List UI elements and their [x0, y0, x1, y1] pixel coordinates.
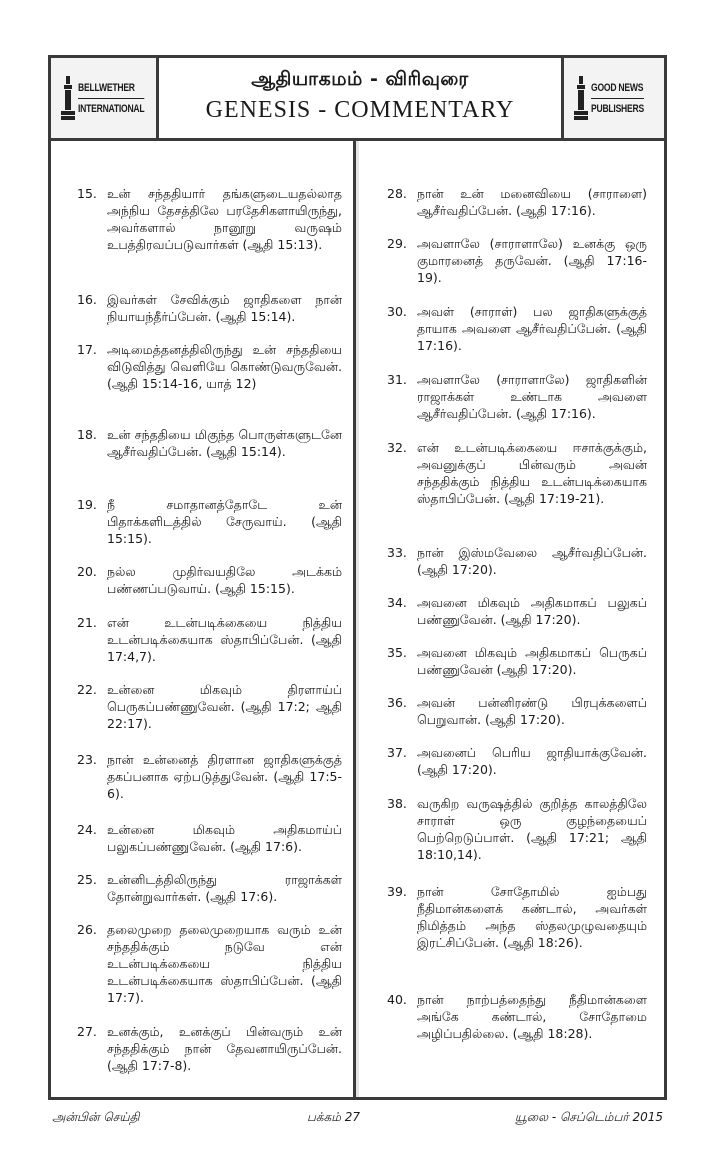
- footer-page-number: பக்கம் 27: [307, 1110, 361, 1124]
- title-english: GENESIS - COMMENTARY: [205, 97, 515, 123]
- good-news-logo-icon: [574, 76, 588, 120]
- item-text: உன்னை மிகவும் அதிகமாய்ப் பலுகப்பண்ணுவேன். (ஆதி 17:6).: [107, 822, 342, 854]
- item-number: 29.: [387, 236, 407, 251]
- bellwether-logo: [51, 58, 159, 138]
- list-item: [387, 991, 647, 1042]
- item-text: நான் இஸ்மவேலை ஆசீர்வதிப்பேன். (ஆதி 17:20).: [417, 545, 647, 577]
- page-frame: [48, 55, 667, 1100]
- item-number: 30.: [387, 304, 407, 319]
- item-text: உனக்கும், உனக்குப் பின்வரும் உன் சந்ததிக்கும் நான் தேவனாயிருப்பேன். (ஆதி 17:7-8).: [107, 1024, 342, 1073]
- list-item: [387, 371, 647, 422]
- item-number: 20.: [77, 564, 97, 579]
- item-number: 19.: [77, 497, 97, 512]
- item-number: 18.: [77, 427, 97, 442]
- item-number: 24.: [77, 822, 97, 837]
- item-text: உன்னிடத்திலிருந்து ராஜாக்கள் தோன்றுவார்கள். (ஆதி 17:6).: [107, 872, 342, 904]
- item-text: உன் சந்ததியார் தங்களுடையதல்லாத அந்நிய தேசத்திலே பரதேசிகளாயிருந்து, அவர்களால் நானூறு வருஷம் உபத்திரவப்படுவார்கள் (ஆதி 15:13).: [107, 186, 342, 252]
- list-item: [77, 291, 342, 325]
- item-text: அவளாலே (சாராளாலே) உனக்கு ஒரு குமாரனைத் தருவேன். (ஆதி 17:16-19).: [417, 236, 647, 285]
- good-news-logo: [561, 58, 664, 138]
- item-text: இவர்கள் சேவிக்கும் ஜாதிகளை நான் நியாயந்தீர்ப்பேன். (ஆதி 15:14).: [107, 292, 342, 324]
- list-item: [387, 795, 647, 863]
- item-number: 17.: [77, 342, 97, 357]
- left-column: [51, 141, 356, 1097]
- item-number: 33.: [387, 545, 407, 560]
- list-item: [77, 614, 342, 665]
- right-column: [359, 141, 664, 1097]
- item-number: 37.: [387, 745, 407, 760]
- item-text: நான் உன்னைத் திரளான ஜாதிகளுக்குத் தகப்பனாக ஏற்படுத்துவேன். (ஆதி 17:5-6).: [107, 752, 342, 801]
- logo-left-line2: INTERNATIONAL: [78, 98, 144, 119]
- item-number: 27.: [77, 1024, 97, 1039]
- item-text: நல்ல முதிர்வயதிலே அடக்கம் பண்ணப்படுவாய். (ஆதி 15:15).: [107, 564, 342, 596]
- list-item: [387, 544, 647, 578]
- item-number: 35.: [387, 645, 407, 660]
- title-tamil: ஆதியாகமம் - விரிவுரை: [251, 68, 469, 90]
- item-text: அவன் பன்னிரண்டு பிரபுக்களைப் பெறுவான். (ஆதி 17:20).: [417, 695, 647, 727]
- list-item: [387, 303, 647, 354]
- item-number: 38.: [387, 796, 407, 811]
- footer-issue-date: யூலை - செப்டெம்பர் 2015: [514, 1110, 663, 1124]
- header: [51, 58, 664, 141]
- list-item: [77, 921, 342, 1006]
- item-number: 23.: [77, 752, 97, 767]
- logo-left-line1: BELLWETHER: [78, 82, 135, 94]
- content-body: [51, 141, 664, 1097]
- footer-publication: அன்பின் செய்தி: [52, 1110, 140, 1124]
- logo-right-line1: GOOD NEWS: [591, 82, 644, 94]
- item-number: 39.: [387, 884, 407, 899]
- item-number: 34.: [387, 595, 407, 610]
- item-text: அவனை மிகவும் அதிகமாகப் பலுகப் பண்ணுவேன். (ஆதி 17:20).: [417, 595, 647, 627]
- item-number: 25.: [77, 872, 97, 887]
- item-number: 32.: [387, 440, 407, 455]
- item-text: அவனைப் பெரிய ஜாதியாக்குவேன். (ஆதி 17:20).: [417, 745, 647, 777]
- list-item: [387, 694, 647, 728]
- item-number: 26.: [77, 922, 97, 937]
- list-item: [387, 235, 647, 286]
- item-text: என் உடன்படிக்கையை நித்திய உடன்படிக்கையாக ஸ்தாபிப்பேன். (ஆதி 17:4,7).: [107, 615, 342, 664]
- bellwether-logo-icon: [61, 76, 75, 120]
- item-text: அவனை மிகவும் அதிகமாகப் பெருகப் பண்ணுவேன் (ஆதி 17:20).: [417, 645, 647, 677]
- item-number: 36.: [387, 695, 407, 710]
- list-item: [77, 681, 342, 732]
- list-item: [387, 744, 647, 778]
- list-item: [77, 341, 342, 392]
- item-text: என் உடன்படிக்கையை ஈசாக்குக்கும், அவனுக்குப் பின்வரும் அவன் சந்ததிக்கும் நித்திய உடன்படிக்கையாக ஸ்தாபிப்பேன். (ஆதி 17:19-21).: [417, 440, 647, 506]
- item-text: உன்னை மிகவும் திரளாய்ப் பெருகப்பண்ணுவேன். (ஆதி 17:2; ஆதி 22:17).: [107, 682, 342, 731]
- list-item: [77, 563, 342, 597]
- item-text: நான் நாற்பத்தைந்து நீதிமான்களை அங்கே கண்டால், சோதோமை அழிப்பதில்லை. (ஆதி 18:28).: [417, 992, 647, 1041]
- logo-right-line2: PUBLISHERS: [591, 98, 644, 119]
- item-number: 21.: [77, 615, 97, 630]
- list-item: [387, 439, 647, 507]
- item-number: 16.: [77, 292, 97, 307]
- list-item: [387, 644, 647, 678]
- list-item: [77, 185, 342, 253]
- title-block: [159, 58, 561, 138]
- item-text: நான் சோதோமில் ஐம்பது நீதிமான்களைக் கண்டால், அவர்கள் நிமித்தம் அந்த ஸ்தலமுழுவதையும் இரட்சிப்பேன். (ஆதி 18:26).: [417, 884, 647, 950]
- item-text: உன் சந்ததியை மிகுந்த பொருள்களுடனே ஆசீர்வதிப்பேன். (ஆதி 15:14).: [107, 427, 342, 459]
- item-number: 28.: [387, 186, 407, 201]
- item-text: அவளாலே (சாராளாலே) ஜாதிகளின் ராஜாக்கள் உண்டாக அவளை ஆசீர்வதிப்பேன். (ஆதி 17:16).: [417, 372, 647, 421]
- item-text: தலைமுறை தலைமுறையாக வரும் உன் சந்ததிக்கும் நடுவே என் உடன்படிக்கையை நித்திய உடன்படிக்கையாக ஸ்தாபிப்பேன். (ஆதி 17:7).: [107, 922, 342, 1005]
- list-item: [387, 185, 647, 219]
- list-item: [77, 496, 342, 547]
- list-item: [77, 751, 342, 802]
- item-number: 15.: [77, 186, 97, 201]
- list-item: [387, 883, 647, 951]
- item-number: 22.: [77, 682, 97, 697]
- item-text: அவள் (சாராள்) பல ஜாதிகளுக்குத் தாயாக அவளை ஆசீர்வதிப்பேன். (ஆதி 17:16).: [417, 304, 647, 353]
- item-text: நான் உன் மனைவியை (சாராளை) ஆசீர்வதிப்பேன். (ஆதி 17:16).: [417, 186, 647, 218]
- list-item: [77, 1023, 342, 1074]
- item-text: வருகிற வருஷத்தில் குறித்த காலத்திலே சாராள் ஒரு குழந்தையைப் பெற்றெடுப்பாள். (ஆதி 17:21; ஆதி 18:10,14).: [417, 796, 647, 862]
- item-text: நீ சமாதானத்தோடே உன் பிதாக்களிடத்தில் சேருவாய். (ஆதி 15:15).: [107, 497, 342, 546]
- list-item: [77, 426, 342, 460]
- item-text: அடிமைத்தனத்திலிருந்து உன் சந்ததியை விடுவித்து வெளியே கொண்டுவருவேன். (ஆதி 15:14-16, யாத் 12): [107, 342, 342, 391]
- item-number: 40.: [387, 992, 407, 1007]
- list-item: [77, 871, 342, 905]
- list-item: [77, 821, 342, 855]
- item-number: 31.: [387, 372, 407, 387]
- list-item: [387, 594, 647, 628]
